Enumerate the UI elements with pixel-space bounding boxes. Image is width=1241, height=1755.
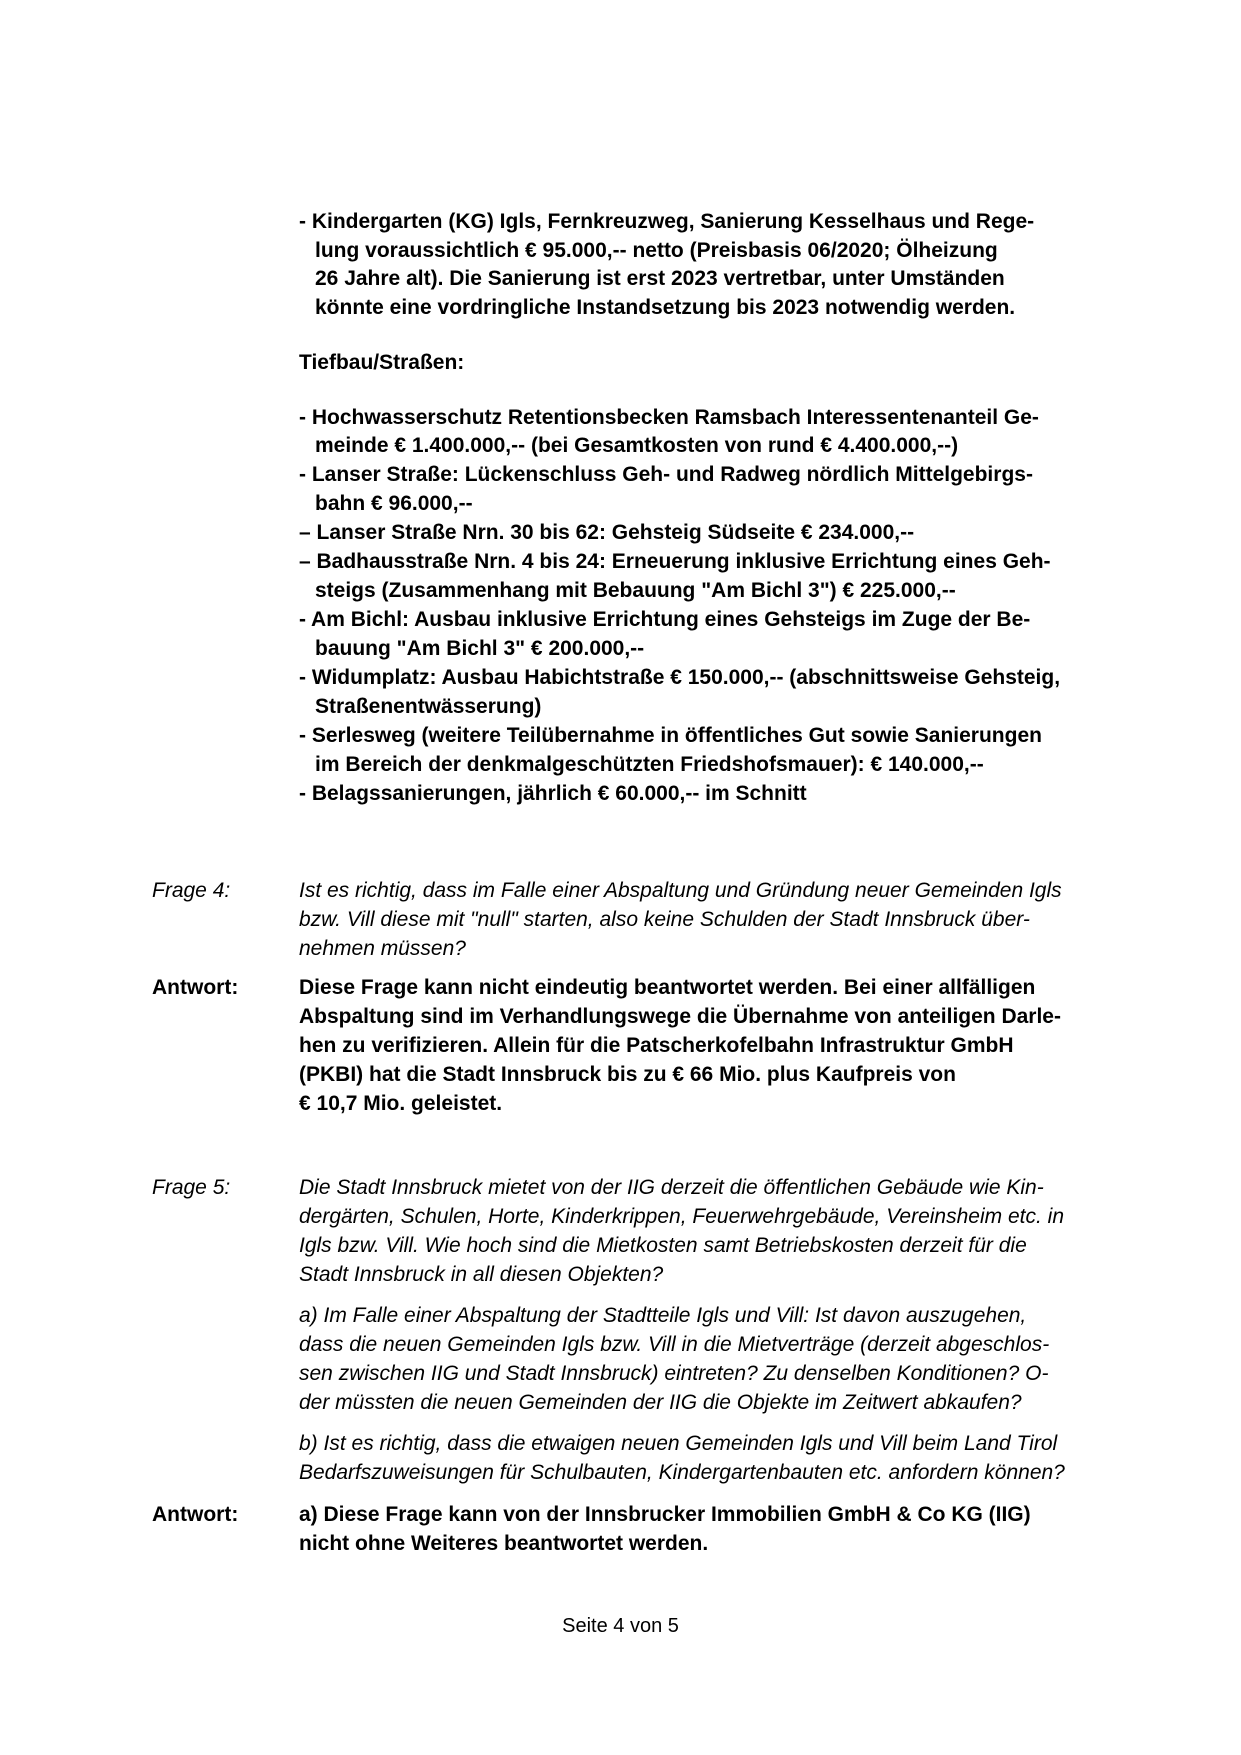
- antwort5-line-1: a) Diese Frage kann von der Innsbrucker Immobilien GmbH & Co KG (IIG): [299, 1503, 1031, 1526]
- tiefbau-item-5-line-1: - Am Bichl: Ausbau inklusive Errichtung eines Gehsteigs im Zuge der Be-: [299, 608, 1031, 631]
- tiefbau-item-6-line-1: - Widumplatz: Ausbau Habichtstraße € 150.000,-- (abschnittsweise Gehsteig,: [299, 666, 1061, 689]
- tiefbau-item-7-line-2: im Bereich der denkmalgeschützten Friedshofsmauer): € 140.000,--: [315, 753, 984, 776]
- frage5-b-line-2: Bedarfszuweisungen für Schulbauten, Kindergartenbauten etc. anfordern können?: [299, 1461, 1065, 1484]
- antwort4-line-4: (PKBI) hat die Stadt Innsbruck bis zu € 66 Mio. plus Kaufpreis von: [299, 1063, 956, 1086]
- tiefbau-item-6-line-2: Straßenentwässerung): [315, 695, 542, 718]
- tiefbau-item-5-line-2: bauung "Am Bichl 3" € 200.000,--: [315, 637, 645, 660]
- tiefbau-heading: Tiefbau/Straßen:: [299, 351, 465, 374]
- tiefbau-item-4-line-1: – Badhausstraße Nrn. 4 bis 24: Erneuerung inklusive Errichtung eines Geh-: [299, 550, 1051, 573]
- tiefbau-item-7-line-1: - Serlesweg (weitere Teilübernahme in öffentliches Gut sowie Sanierungen: [299, 724, 1042, 747]
- frage5-line-2: dergärten, Schulen, Horte, Kinderkrippen, Feuerwehrgebäude, Vereinsheim etc. in: [299, 1205, 1064, 1228]
- frage5-line-4: Stadt Innsbruck in all diesen Objekten?: [299, 1263, 664, 1286]
- tiefbau-item-4-line-2: steigs (Zusammenhang mit Bebauung "Am Bichl 3") € 225.000,--: [315, 579, 956, 602]
- tiefbau-item-3-line-1: – Lanser Straße Nrn. 30 bis 62: Gehsteig Südseite € 234.000,--: [299, 521, 915, 544]
- tiefbau-item-2-line-1: - Lanser Straße: Lückenschluss Geh- und Radweg nördlich Mittelgebirgs-: [299, 463, 1033, 486]
- tiefbau-item-1-line-2: meinde € 1.400.000,-- (bei Gesamtkosten von rund € 4.400.000,--): [315, 434, 959, 457]
- antwort4-line-3: hen zu verifizieren. Allein für die Patscherkofelbahn Infrastruktur GmbH: [299, 1034, 1014, 1057]
- frage4-line-1: Ist es richtig, dass im Falle einer Abspaltung und Gründung neuer Gemeinden Igls: [299, 879, 1062, 902]
- frage5-a-line-1: a) Im Falle einer Abspaltung der Stadtteile Igls und Vill: Ist davon auszugehen,: [299, 1304, 1027, 1327]
- antwort4-line-5: € 10,7 Mio. geleistet.: [299, 1092, 503, 1115]
- frage4-label: Frage 4:: [152, 879, 231, 902]
- antwort4-label: Antwort:: [152, 976, 239, 999]
- intro-line-4: könnte eine vordringliche Instandsetzung bis 2023 notwendig werden.: [315, 296, 1016, 319]
- intro-line-3: 26 Jahre alt). Die Sanierung ist erst 2023 vertretbar, unter Umständen: [315, 267, 1005, 290]
- frage5-line-3: Igls bzw. Vill. Wie hoch sind die Mietkosten samt Betriebskosten derzeit für die: [299, 1234, 1027, 1257]
- intro-line-1: - Kindergarten (KG) Igls, Fernkreuzweg, Sanierung Kesselhaus und Rege-: [299, 210, 1035, 233]
- intro-line-2: lung voraussichtlich € 95.000,-- netto (Preisbasis 06/2020; Ölheizung: [315, 239, 998, 262]
- antwort4-line-1: Diese Frage kann nicht eindeutig beantwortet werden. Bei einer allfälligen: [299, 976, 1036, 999]
- frage5-b-line-1: b) Ist es richtig, dass die etwaigen neuen Gemeinden Igls und Vill beim Land Tirol: [299, 1432, 1058, 1455]
- antwort4-line-2: Abspaltung sind im Verhandlungswege die Übernahme von anteiligen Darle-: [299, 1005, 1061, 1028]
- tiefbau-item-8-line-1: - Belagssanierungen, jährlich € 60.000,-- im Schnitt: [299, 782, 807, 805]
- frage4-line-3: nehmen müssen?: [299, 937, 466, 960]
- antwort5-label: Antwort:: [152, 1503, 239, 1526]
- frage5-a-line-4: der müssten die neuen Gemeinden der IIG die Objekte im Zeitwert abkaufen?: [299, 1391, 1022, 1414]
- tiefbau-item-1-line-1: - Hochwasserschutz Retentionsbecken Ramsbach Interessentenanteil Ge-: [299, 406, 1039, 429]
- antwort5-line-2: nicht ohne Weiteres beantwortet werden.: [299, 1532, 709, 1555]
- page-footer: Seite 4 von 5: [562, 1615, 679, 1637]
- frage5-label: Frage 5:: [152, 1176, 231, 1199]
- frage5-line-1: Die Stadt Innsbruck mietet von der IIG derzeit die öffentlichen Gebäude wie Kin-: [299, 1176, 1044, 1199]
- frage5-a-line-2: dass die neuen Gemeinden Igls bzw. Vill in die Mietverträge (derzeit abgeschlos-: [299, 1333, 1050, 1356]
- frage4-line-2: bzw. Vill diese mit "null" starten, also keine Schulden der Stadt Innsbruck über-: [299, 908, 1030, 931]
- tiefbau-item-2-line-2: bahn € 96.000,--: [315, 492, 473, 515]
- frage5-a-line-3: sen zwischen IIG und Stadt Innsbruck) eintreten? Zu denselben Konditionen? O-: [299, 1362, 1049, 1385]
